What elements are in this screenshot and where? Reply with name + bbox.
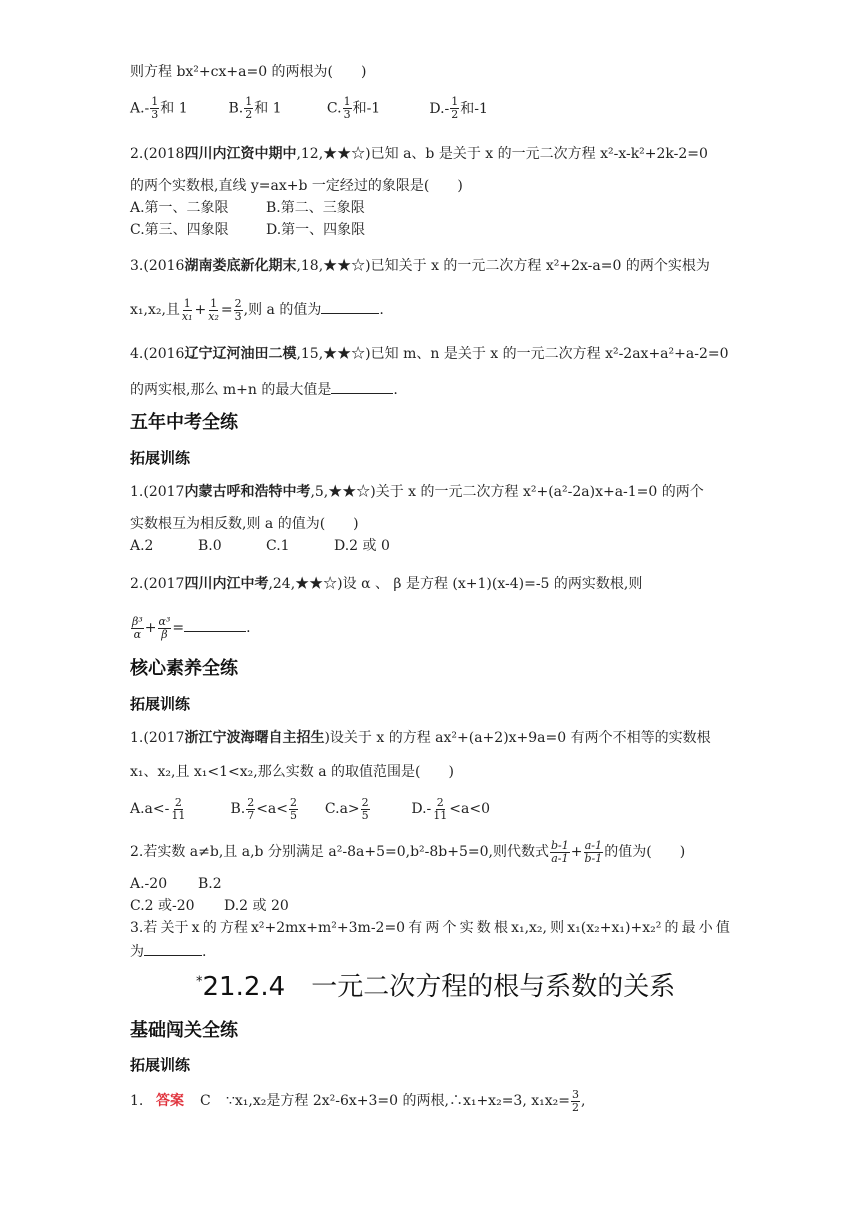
question-source: 四川内江中考 [184,576,269,592]
core-question-3-line-2: 为 . [130,944,207,960]
fraction: $\frac{3}{2}$ [571,1087,579,1114]
subsection-heading-expand: 拓展训练 [130,449,191,467]
option-a: A.- $\frac{1}{3}$ 和 1 [130,95,188,121]
fraction: $\frac{1}{2}$ [451,95,459,121]
option-d: D.- $\frac{1}{2}$ 和-1 [429,95,488,121]
question-options [130,96,488,121]
fraction: $\frac{a-1}{b-1}$ [584,838,603,865]
core-question-1-options [130,796,490,822]
section-heading-core-literacy: 核心素养全练 [130,658,238,679]
option-c: C.第三、四象限 [130,222,229,238]
question-2-options-row-1 [130,198,365,218]
core-question-2-line-1: 2.若实数 a≠b,且 a,b 分别满足 a²-8a+5=0,b²-8b+5=0,则代数式 $\frac{b-1}{a-1}$ + $\frac{a-1}{b-1}$ 的值为( ) [130,838,686,865]
fraction: $\frac{2}{11}$ [171,795,186,822]
question-3-line-2: x₁,x₂,且 $\frac{1}{\text{x₁}}$ + $\frac{1}{\text{x₂}}$ = $\frac{2}{3}$ ,则 a 的值为 . [130,296,384,323]
question-4-line-2: 的两实根,那么 m+n 的最大值是 . [130,382,398,398]
chapter-title: *21.2.4 一元二次方程的根与系数的关系 [196,972,676,1002]
question-text: 则方程 bx²+cx+a=0 的两根为( ) [130,64,367,80]
core-question-2-options-row-1 [130,874,222,894]
option-b: B.第二、三象限 [266,200,365,216]
fraction: $\frac{2}{11}$ [433,795,448,822]
exam-question-1-line-1: 1.(2017内蒙古呼和浩特中考,5,★★☆)关于 x 的一元二次方程 x²+(a²-2a)x+a-1=0 的两个 [130,484,704,500]
fraction: $\frac{1}{2}$ [245,95,253,121]
question-source: 内蒙古呼和浩特中考 [184,484,311,500]
fraction: $\frac{2}{3}$ [234,296,242,323]
fraction: $\frac{1}{\text{x₁}}$ [181,296,193,323]
fraction: $\frac{1}{3}$ [151,95,159,121]
question-2-line-2: 的两个实数根,直线 y=ax+b 一定经过的象限是( ) [130,178,463,194]
answer-blank[interactable] [321,313,379,314]
question-source: 浙江宁波海曙自主招生 [184,730,325,746]
fraction: $\frac{2}{7}$ [247,795,255,822]
question-4-line-1: 4.(2016辽宁辽河油田二模,15,★★☆)已知 m、n 是关于 x 的一元二次方程 x²-2ax+a²+a-2=0 [130,346,729,362]
option-b: B. $\frac{1}{2}$ 和 1 [228,95,282,121]
core-question-1-line-1: 1.(2017浙江宁波海曙自主招生)设关于 x 的方程 ax²+(a+2)x+9a=0 有两个不相等的实数根 [130,730,711,746]
exam-question-2-line-2: $\frac{\text{β³}}{\alpha}$ + $\frac{\text{α³}}{\beta}$ = . [132,614,251,641]
answer-line-1: 1. 答案 C ∵x₁,x₂是方程 2x²-6x+3=0 的两根,∴x₁+x₂=3, x₁x₂= $\frac{3}{2}$ , [130,1087,586,1114]
answer-blank[interactable] [184,631,246,632]
core-question-1-line-2: x₁、x₂,且 x₁<1<x₂,那么实数 a 的取值范围是( ) [130,764,454,780]
question-source: 辽宁辽河油田二模 [184,346,297,362]
exam-question-1-line-2: 实数根互为相反数,则 a 的值为( ) [130,516,359,532]
option-a: A.2 [130,538,154,554]
question-2-options-row-2 [130,220,365,240]
option-c: C. $\frac{1}{3}$ 和-1 [326,95,381,121]
fraction: $\frac{2}{5}$ [290,795,298,822]
section-heading-basic: 基础闯关全练 [130,1020,238,1041]
fraction: $\frac{\text{α³}}{\beta}$ [158,614,171,641]
fraction: $\frac{2}{5}$ [361,795,369,822]
question-source: 四川内江资中期中 [184,146,297,162]
fraction: $\frac{b-1}{a-1}$ [550,838,569,865]
fraction: $\frac{1}{3}$ [343,95,351,121]
option-b: B.2 [198,876,222,892]
answer-label: 答案 [156,1093,184,1109]
subsection-heading-expand: 拓展训练 [130,1056,191,1074]
option-a: A.-20 [130,876,168,892]
question-2-line-1: 2.(2018四川内江资中期中,12,★★☆)已知 a、b 是关于 x 的一元二次方程 x²-x-k²+2k-2=0 [130,146,708,162]
optional-marker: * [196,974,203,990]
option-d: D.2 或 0 [334,538,390,554]
option-d: D.2 或 20 [224,898,289,914]
option-a: A.a<- $\frac{2}{11}$ [130,795,186,822]
question-source: 湖南娄底新化期末 [184,258,297,274]
option-c: C.a> $\frac{2}{5}$ [324,795,369,822]
fraction: $\frac{\text{β³}}{\alpha}$ [132,614,143,641]
question-3-line-1: 3.(2016湖南娄底新化期末,18,★★☆)已知关于 x 的一元二次方程 x²+2x-a=0 的两个实根为 [130,258,710,274]
answer-choice: C [200,1093,211,1109]
option-d: D.- $\frac{2}{11}$ <a<0 [411,795,490,822]
option-c: C.1 [266,538,290,554]
option-b: B.0 [198,538,222,554]
exam-question-1-options [130,536,390,556]
fraction: $\frac{1}{\text{x₂}}$ [208,296,219,323]
subsection-heading-expand: 拓展训练 [130,695,191,713]
option-d: D.第一、四象限 [266,222,366,238]
question-stem-continuation [130,62,366,82]
core-question-3-line-1: 3.若 关于 x 的 方程 x²+2mx+m²+3m-2=0 有 两 个 实 数 根 x₁,x₂, 则 x₁(x₂+x₁)+x₂² 的 最 小 值 [130,920,730,936]
core-question-2-options-row-2 [130,896,289,916]
option-c: C.2 或-20 [130,898,195,914]
answer-blank[interactable] [331,393,393,394]
option-a: A.第一、二象限 [130,200,229,216]
answer-blank[interactable] [144,955,202,956]
exam-question-2-line-1: 2.(2017四川内江中考,24,★★☆)设 α 、 β 是方程 (x+1)(x-4)=-5 的两实数根,则 [130,576,643,592]
section-heading-five-year: 五年中考全练 [130,412,238,433]
option-b: B. $\frac{2}{7}$ <a< $\frac{2}{5}$ [230,795,298,822]
